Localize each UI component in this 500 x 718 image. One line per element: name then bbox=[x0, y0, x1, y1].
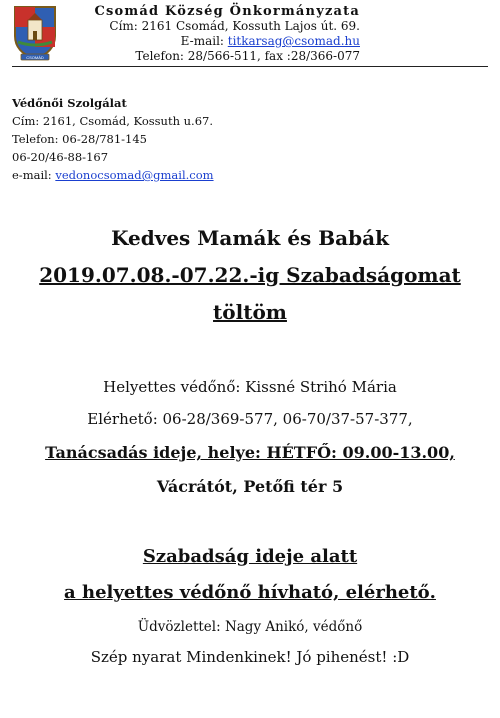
crest-banner-text: CSOMÁD bbox=[26, 55, 44, 60]
consultation-time: Tanácsadás ideje, helye: HÉTFŐ: 09.00-13.00, bbox=[45, 443, 455, 462]
service-address: Cím: 2161, Csomád, Kossuth u.67. bbox=[12, 114, 213, 128]
substitute-nurse: Helyettes védőnő: Kissné Strihó Mária bbox=[103, 378, 397, 396]
org-address: Cím: 2161 Csomád, Kossuth Lajos út. 69. bbox=[109, 19, 360, 33]
service-email-link[interactable]: vedonocsomad@gmail.com bbox=[55, 168, 214, 182]
org-email-line bbox=[70, 34, 360, 49]
org-name: Csomád Község Önkormányzata bbox=[94, 4, 360, 19]
notice-dates: 2019.07.08.-07.22.-ig Szabadságomat bbox=[39, 263, 461, 287]
service-phone-1: Telefon: 06-28/781-145 bbox=[12, 132, 147, 146]
municipal-crest-icon bbox=[12, 4, 58, 62]
consultation-place: Vácrátót, Petőfi tér 5 bbox=[156, 477, 344, 496]
substitute-reach: Elérhető: 06-28/369-577, 06-70/37-57-377, bbox=[87, 410, 413, 428]
service-contact-block bbox=[12, 94, 214, 184]
header-divider bbox=[12, 66, 488, 67]
closing-regards: Üdvözlettel: Nagy Anikó, védőnő bbox=[137, 619, 363, 635]
service-email-line bbox=[12, 166, 214, 184]
org-phone-fax: Telefon: 28/566-511, fax :28/366-077 bbox=[135, 49, 360, 63]
service-title: Védőnői Szolgálat bbox=[12, 96, 127, 110]
closing-line-2: a helyettes védőnő hívható, elérhető. bbox=[64, 582, 436, 603]
closing-line-1: Szabadság ideje alatt bbox=[142, 546, 358, 567]
org-email-link[interactable]: titkarsag@csomad.hu bbox=[227, 34, 360, 48]
notice-greeting: Kedves Mamák és Babák bbox=[111, 226, 389, 250]
org-email-label: E-mail: bbox=[180, 34, 228, 48]
service-phone-2: 06-20/46-88-167 bbox=[12, 150, 109, 164]
letterhead bbox=[70, 4, 500, 64]
closing-wish: Szép nyarat Mindenkinek! Jó pihenést! :D bbox=[90, 648, 410, 666]
service-email-label: e-mail: bbox=[12, 168, 56, 182]
notice-dates-cont: töltöm bbox=[213, 300, 287, 324]
